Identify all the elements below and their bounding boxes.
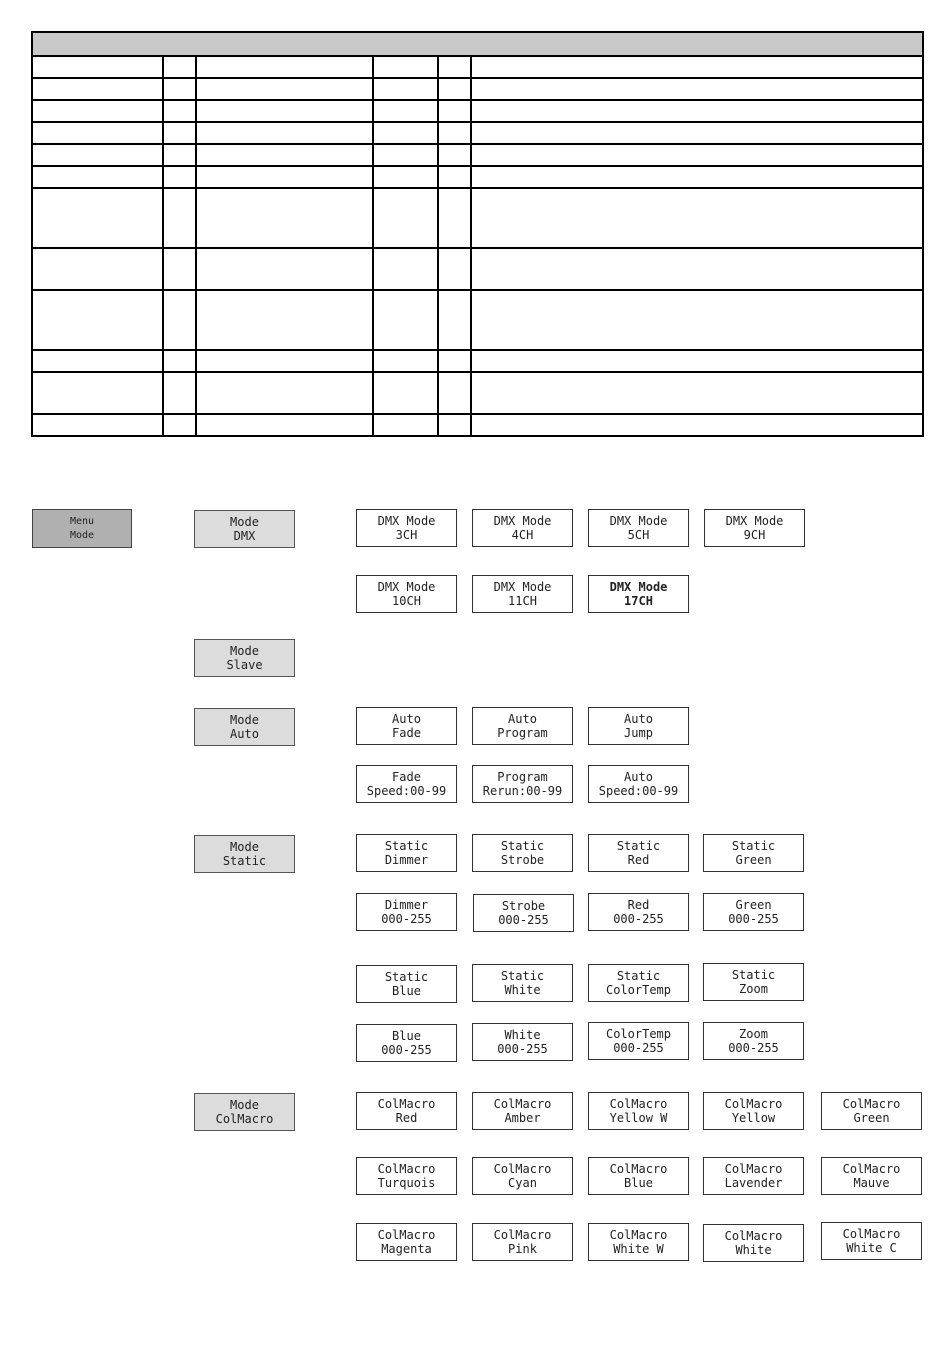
auto-speed[interactable]: Auto Speed:00-99 [588, 765, 689, 803]
zoom-value[interactable]: Zoom 000-255 [703, 1022, 804, 1060]
colmacro-blue[interactable]: ColMacro Blue [588, 1157, 689, 1195]
green-value[interactable]: Green 000-255 [703, 893, 804, 931]
table-row [32, 144, 923, 166]
table-grid [31, 31, 924, 437]
colmacro-yellow-w[interactable]: ColMacro Yellow W [588, 1092, 689, 1130]
colmacro-white-w[interactable]: ColMacro White W [588, 1223, 689, 1261]
colmacro-white-c[interactable]: ColMacro White C [821, 1222, 922, 1260]
colmacro-yellow[interactable]: ColMacro Yellow [703, 1092, 804, 1130]
mode-static-button[interactable]: Mode Static [194, 835, 295, 873]
mode-auto-button[interactable]: Mode Auto [194, 708, 295, 746]
dmx-mode-17ch[interactable]: DMX Mode 17CH [588, 575, 689, 613]
static-strobe[interactable]: Static Strobe [472, 834, 573, 872]
fade-speed[interactable]: Fade Speed:00-99 [356, 765, 457, 803]
colmacro-mauve[interactable]: ColMacro Mauve [821, 1157, 922, 1195]
mode-dmx-button[interactable]: Mode DMX [194, 510, 295, 548]
dmx-mode-10ch[interactable]: DMX Mode 10CH [356, 575, 457, 613]
table-row [32, 122, 923, 144]
static-green[interactable]: Static Green [703, 834, 804, 872]
static-blue[interactable]: Static Blue [356, 965, 457, 1003]
table-row [32, 78, 923, 100]
colmacro-green[interactable]: ColMacro Green [821, 1092, 922, 1130]
auto-fade[interactable]: Auto Fade [356, 707, 457, 745]
static-red[interactable]: Static Red [588, 834, 689, 872]
table-row [32, 188, 923, 248]
table-row [32, 372, 923, 414]
dmx-mode-11ch[interactable]: DMX Mode 11CH [472, 575, 573, 613]
static-colortemp[interactable]: Static ColorTemp [588, 964, 689, 1002]
empty-table [31, 31, 922, 437]
static-white[interactable]: Static White [472, 964, 573, 1002]
auto-jump[interactable]: Auto Jump [588, 707, 689, 745]
dmx-mode-9ch[interactable]: DMX Mode 9CH [704, 509, 805, 547]
colmacro-cyan[interactable]: ColMacro Cyan [472, 1157, 573, 1195]
table-row [32, 414, 923, 436]
colmacro-amber[interactable]: ColMacro Amber [472, 1092, 573, 1130]
table-row [32, 166, 923, 188]
static-zoom[interactable]: Static Zoom [703, 963, 804, 1001]
dmx-mode-3ch[interactable]: DMX Mode 3CH [356, 509, 457, 547]
colmacro-magenta[interactable]: ColMacro Magenta [356, 1223, 457, 1261]
colmacro-red[interactable]: ColMacro Red [356, 1092, 457, 1130]
dimmer-value[interactable]: Dimmer 000-255 [356, 893, 457, 931]
table-row [32, 290, 923, 350]
red-value[interactable]: Red 000-255 [588, 893, 689, 931]
table-row [32, 248, 923, 290]
program-rerun[interactable]: Program Rerun:00-99 [472, 765, 573, 803]
table-header-row [32, 32, 923, 56]
white-value[interactable]: White 000-255 [472, 1023, 573, 1061]
blue-value[interactable]: Blue 000-255 [356, 1024, 457, 1062]
dmx-mode-4ch[interactable]: DMX Mode 4CH [472, 509, 573, 547]
table-row [32, 100, 923, 122]
menu-mode-button[interactable]: Menu Mode [32, 509, 132, 548]
colmacro-turquois[interactable]: ColMacro Turquois [356, 1157, 457, 1195]
colmacro-white[interactable]: ColMacro White [703, 1224, 804, 1262]
colmacro-pink[interactable]: ColMacro Pink [472, 1223, 573, 1261]
strobe-value[interactable]: Strobe 000-255 [473, 894, 574, 932]
colortemp-value[interactable]: ColorTemp 000-255 [588, 1022, 689, 1060]
table-row [32, 350, 923, 372]
auto-program[interactable]: Auto Program [472, 707, 573, 745]
table-row [32, 56, 923, 78]
dmx-mode-5ch[interactable]: DMX Mode 5CH [588, 509, 689, 547]
mode-slave-button[interactable]: Mode Slave [194, 639, 295, 677]
static-dimmer[interactable]: Static Dimmer [356, 834, 457, 872]
colmacro-lavender[interactable]: ColMacro Lavender [703, 1157, 804, 1195]
mode-colmacro-button[interactable]: Mode ColMacro [194, 1093, 295, 1131]
